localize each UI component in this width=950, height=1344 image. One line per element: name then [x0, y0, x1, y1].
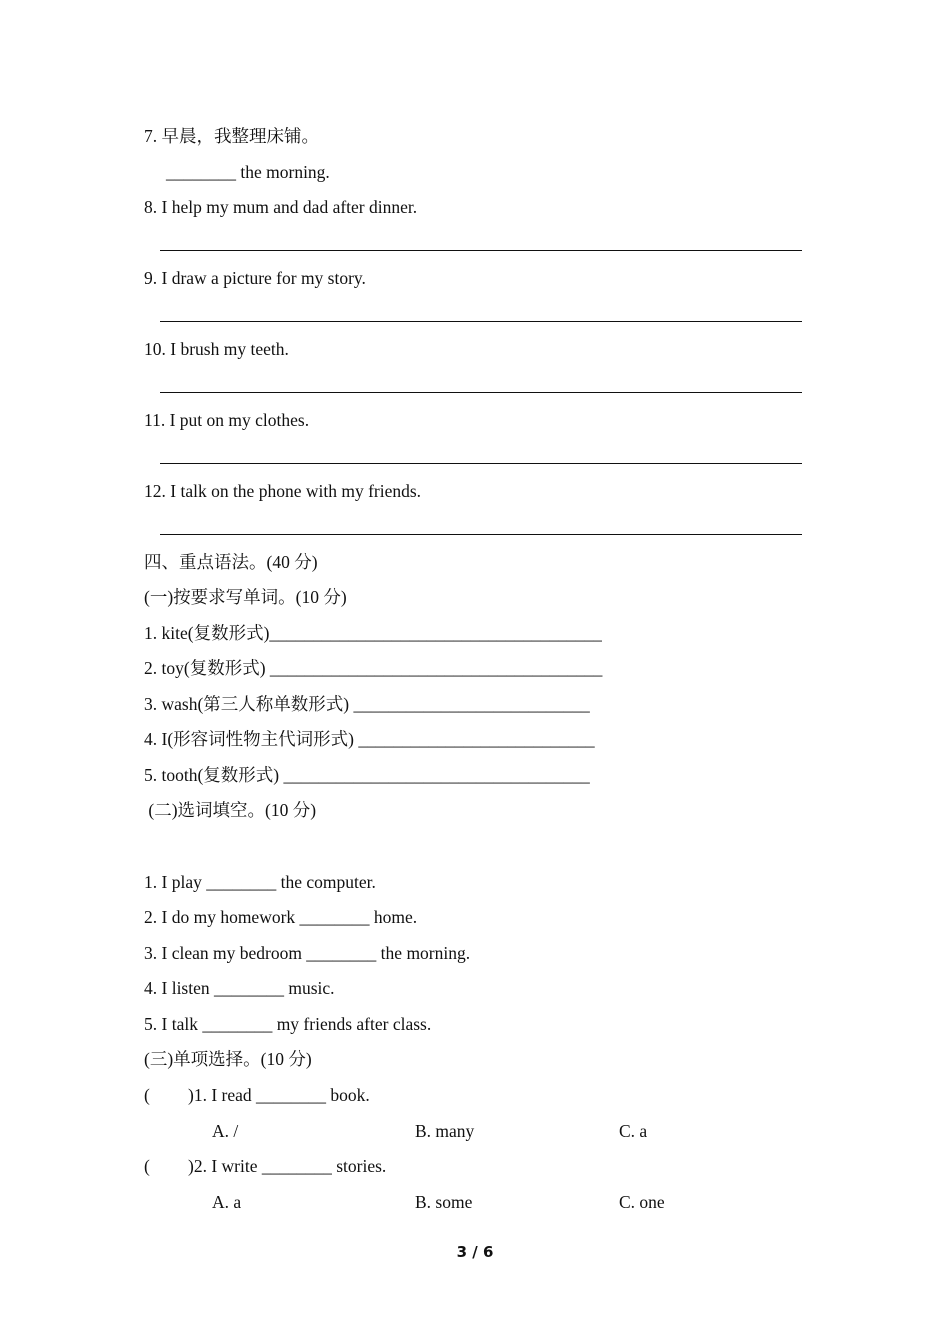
q9-answer-line[interactable]: [160, 321, 802, 322]
sec3-q2-bracket[interactable]: (: [144, 1156, 150, 1176]
page-number: 3 / 6: [456, 1243, 494, 1261]
q7-prompt: 7. 早晨，我整理床铺。: [144, 126, 319, 146]
q12-prompt: 12. I talk on the phone with my friends.: [144, 481, 422, 501]
q12-answer-line[interactable]: [160, 534, 802, 535]
q9-prompt: 9. I draw a picture for my story.: [144, 268, 366, 288]
sec3-title: (三)单项选择。(10 分): [144, 1049, 312, 1069]
sec3-q2-option-b[interactable]: B. some: [415, 1192, 473, 1212]
sec1-item-3[interactable]: 3. wash(第三人称单数形式) ___________________________: [144, 694, 590, 714]
sec3-q2-option-c[interactable]: C. one: [619, 1192, 665, 1212]
sec1-item-2[interactable]: 2. toy(复数形式) ______________________________________: [144, 658, 603, 678]
sec2-item-5[interactable]: 5. I talk ________ my friends after class.: [144, 1014, 432, 1034]
q8-prompt: 8. I help my mum and dad after dinner.: [144, 197, 418, 217]
sec3-q1-stem: )1. I read ________ book.: [188, 1085, 370, 1105]
q7-answer-line[interactable]: ________ the morning.: [166, 162, 330, 182]
q10-answer-line[interactable]: [160, 392, 802, 393]
part4-title: 四、重点语法。(40 分): [144, 552, 318, 572]
sec2-item-3[interactable]: 3. I clean my bedroom ________ the morning.: [144, 943, 471, 963]
q10-prompt: 10. I brush my teeth.: [144, 339, 289, 359]
sec1-title: (一)按要求写单词。(10 分): [144, 587, 347, 607]
q8-answer-line[interactable]: [160, 250, 802, 251]
sec2-title: (二)选词填空。(10 分): [144, 800, 317, 820]
sec1-item-4[interactable]: 4. I(形容词性物主代词形式) ___________________________: [144, 729, 595, 749]
sec1-item-5[interactable]: 5. tooth(复数形式) ___________________________________: [144, 765, 590, 785]
sec3-q1-bracket[interactable]: (: [144, 1085, 150, 1105]
sec3-q1-option-b[interactable]: B. many: [415, 1121, 475, 1141]
sec3-q2-option-a[interactable]: A. a: [212, 1192, 242, 1212]
sec2-item-1[interactable]: 1. I play ________ the computer.: [144, 872, 376, 892]
sec1-item-1[interactable]: 1. kite(复数形式)______________________________________: [144, 623, 602, 643]
sec2-item-4[interactable]: 4. I listen ________ music.: [144, 978, 335, 998]
sec3-q1-option-c[interactable]: C. a: [619, 1121, 648, 1141]
q11-answer-line[interactable]: [160, 463, 802, 464]
sec3-q1-option-a[interactable]: A. /: [212, 1121, 239, 1141]
sec2-item-2[interactable]: 2. I do my homework ________ home.: [144, 907, 418, 927]
q11-prompt: 11. I put on my clothes.: [144, 410, 310, 430]
sec3-q2-stem: )2. I write ________ stories.: [188, 1156, 387, 1176]
